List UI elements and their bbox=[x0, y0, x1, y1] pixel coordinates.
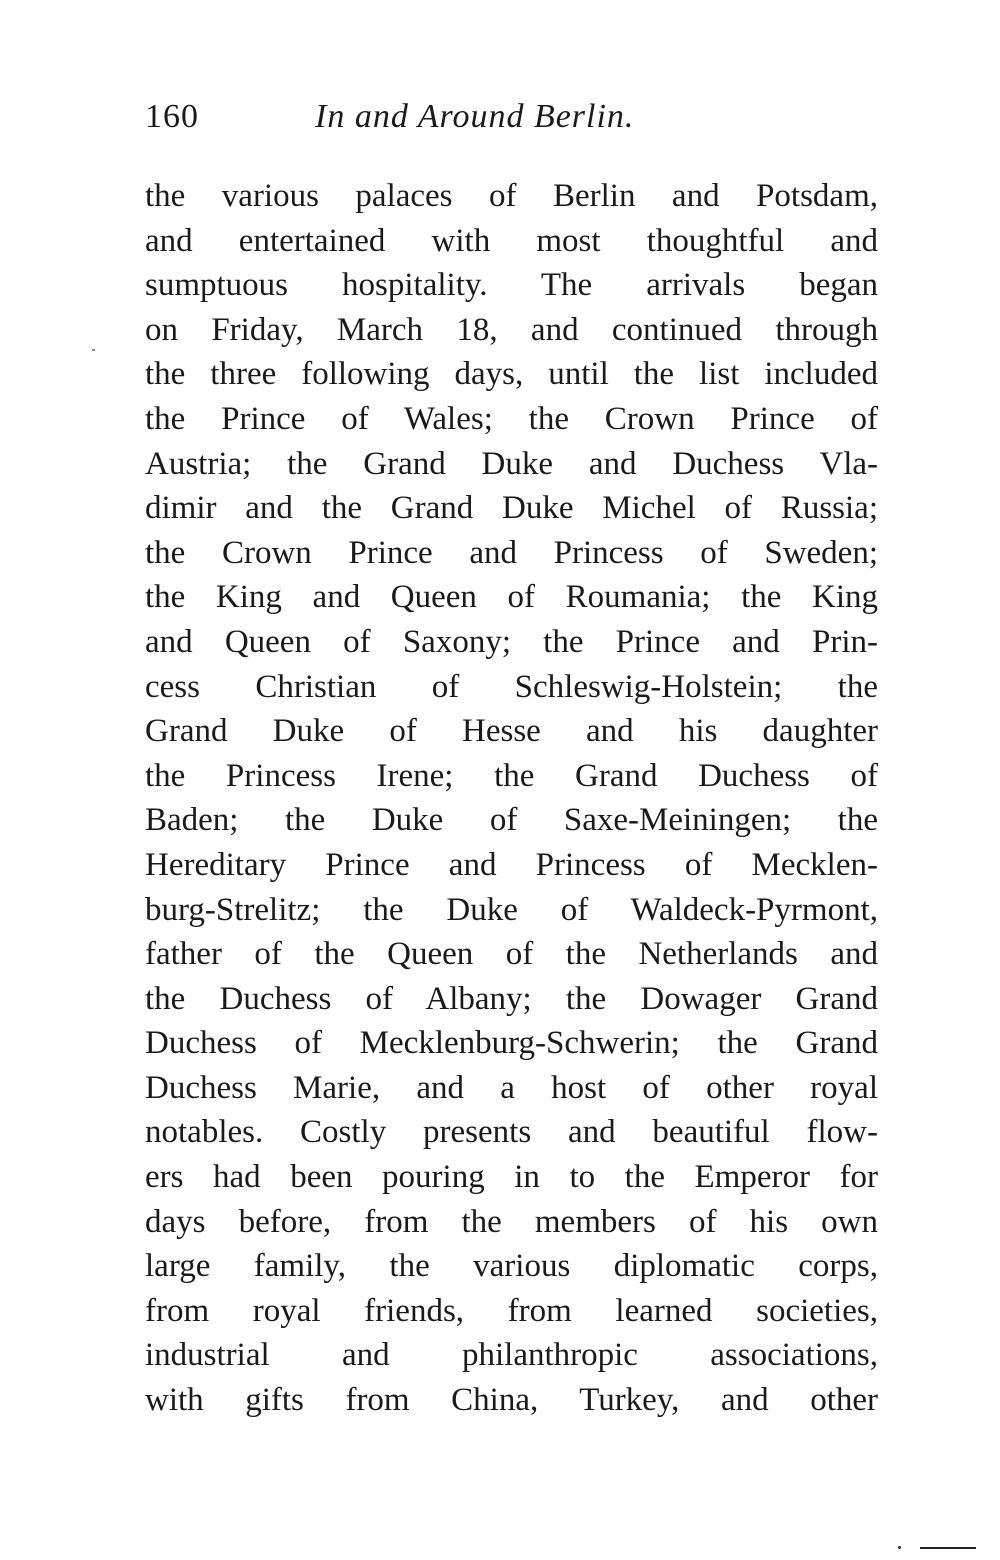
text-line: and entertained with most thoughtful and bbox=[145, 222, 878, 259]
text-line: and Queen of Saxony; the Prince and Prin- bbox=[145, 623, 878, 660]
text-line: Baden; the Duke of Saxe-Meiningen; the bbox=[145, 802, 878, 839]
text-line: the Crown Prince and Princess of Sweden; bbox=[145, 534, 878, 571]
text-line: Duchess Marie, and a host of other royal bbox=[145, 1069, 878, 1106]
text-line: the Duchess of Albany; the Dowager Grand bbox=[145, 980, 878, 1017]
text-line: ers had been pouring in to the Emperor for bbox=[145, 1159, 878, 1196]
text-line: father of the Queen of the Netherlands and bbox=[145, 936, 878, 973]
text-line: dimir and the Grand Duke Michel of Russia; bbox=[145, 490, 878, 527]
text-line: the King and Queen of Roumania; the King bbox=[145, 579, 878, 616]
text-line: industrial and philanthropic associations, bbox=[145, 1337, 878, 1374]
running-head bbox=[145, 92, 880, 142]
text-line: Duchess of Mecklenburg-Schwerin; the Grand bbox=[145, 1025, 878, 1062]
footer-dot bbox=[898, 1546, 901, 1549]
text-line: on Friday, March 18, and continued through bbox=[145, 311, 878, 348]
text-line: cess Christian of Schleswig-Holstein; the bbox=[145, 668, 878, 705]
text-line: large family, the various diplomatic corps, bbox=[145, 1248, 878, 1285]
text-line: the various palaces of Berlin and Potsdam, bbox=[145, 178, 878, 214]
text-line: notables. Costly presents and beautiful flow- bbox=[145, 1114, 878, 1151]
text-line: burg-Strelitz; the Duke of Waldeck-Pyrmont, bbox=[145, 891, 878, 928]
text-line: Hereditary Prince and Princess of Mecklen- bbox=[145, 846, 878, 883]
text-line: the Princess Irene; the Grand Duchess of bbox=[145, 757, 878, 794]
text-line: the Prince of Wales; the Crown Prince of bbox=[145, 400, 878, 437]
text-line: Grand Duke of Hesse and his daughter bbox=[145, 713, 878, 750]
running-title: In and Around Berlin. bbox=[315, 98, 635, 135]
body-text bbox=[145, 174, 878, 1423]
text-line: days before, from the members of his own bbox=[145, 1203, 878, 1240]
margin-speck bbox=[92, 349, 95, 351]
text-line: from royal friends, from learned societies, bbox=[145, 1292, 878, 1329]
text-line: the three following days, until the list included bbox=[145, 356, 878, 393]
page-number: 160 bbox=[145, 98, 199, 135]
text-line: with gifts from China, Turkey, and other bbox=[145, 1382, 878, 1419]
text-line: sumptuous hospitality. The arrivals began bbox=[145, 267, 878, 304]
footer-rule bbox=[920, 1547, 976, 1549]
text-line: Austria; the Grand Duke and Duchess Vla- bbox=[145, 445, 878, 482]
